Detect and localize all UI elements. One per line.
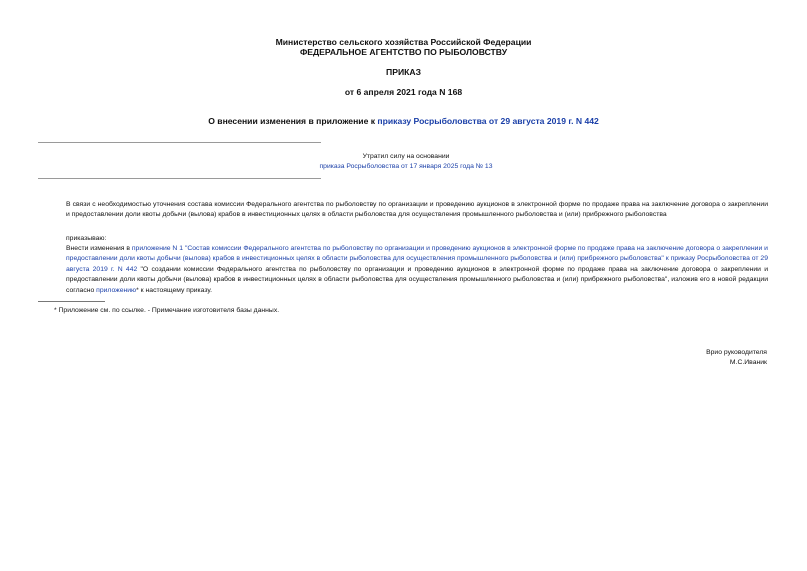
status-top-rule xyxy=(38,142,321,143)
document-title xyxy=(0,116,807,126)
document-type: ПРИКАЗ xyxy=(386,67,421,77)
signature-position: Врио руководителя xyxy=(706,349,767,356)
document-title-text: О внесении изменения в приложение к xyxy=(208,116,378,126)
preamble-paragraph xyxy=(66,200,768,221)
order-paragraph xyxy=(66,244,768,296)
status-repeal-link[interactable]: приказа Росрыболовства от 17 января 2025 года № 13 xyxy=(319,163,493,170)
document-date-number: от 6 апреля 2021 года N 168 xyxy=(344,87,463,97)
footnote: * Приложение см. по ссылке. - Примечание изготовителя базы данных. xyxy=(54,307,280,314)
annex-1-link[interactable]: приложение N 1 "Состав комиссии Федерального агентства по рыболовству по организации и проведению аукционов в электронной форме по продаже права на заключение договора о закреплении и предоставлении доли квоты добычи (вылова) крабов в инвестиционных целях в области рыболовства для осуществления промышленного рыболовства и (или) прибрежного рыболовства" к приказу Росрыболовства от 29 августа 2019 г. N 442 xyxy=(66,245,768,273)
status-text: Утратил силу на основании xyxy=(362,153,450,160)
footnote-rule xyxy=(38,301,105,302)
signature-name: М.С.Иваник xyxy=(729,359,767,366)
order-text-end: * к настоящему приказу. xyxy=(136,286,213,294)
annex-link[interactable]: приложению xyxy=(96,286,137,294)
status-bottom-rule xyxy=(38,178,321,179)
preamble-text: В связи с необходимостью уточнения состава комиссии Федерального агентства по рыболовству по организации и проведению аукционов в электронной форме по продаже права на заключение договора о закреплении и предоставлении доли квоты добычи (вылова) крабов в инвестиционных целях в области рыболовства для осуществления промышленного рыболовства и (или) прибрежного рыболовства xyxy=(66,201,768,219)
ministry-name: Министерство сельского хозяйства Российской Федерации xyxy=(275,37,532,47)
agency-name: ФЕДЕРАЛЬНОЕ АГЕНТСТВО ПО РЫБОЛОВСТВУ xyxy=(299,47,508,57)
order-text-mid: "О создании комиссии Федерального агентства по рыболовству по организации и проведению аукционов в электронной форме по продаже права на заключение договора о закреплении и предоставлении доли квоты добычи (вылова) крабов в инвестиционных целях в области рыболовства для осуществления промышленного рыболовства и (или) прибрежного рыболовства", изложив его в новой редакции согласно xyxy=(66,265,768,294)
order-text-start: Внести изменения в xyxy=(66,245,132,252)
title-order-link[interactable]: приказу Росрыболовства от 29 августа 2019 г. N 442 xyxy=(377,116,599,126)
order-word: приказываю: xyxy=(66,235,107,242)
